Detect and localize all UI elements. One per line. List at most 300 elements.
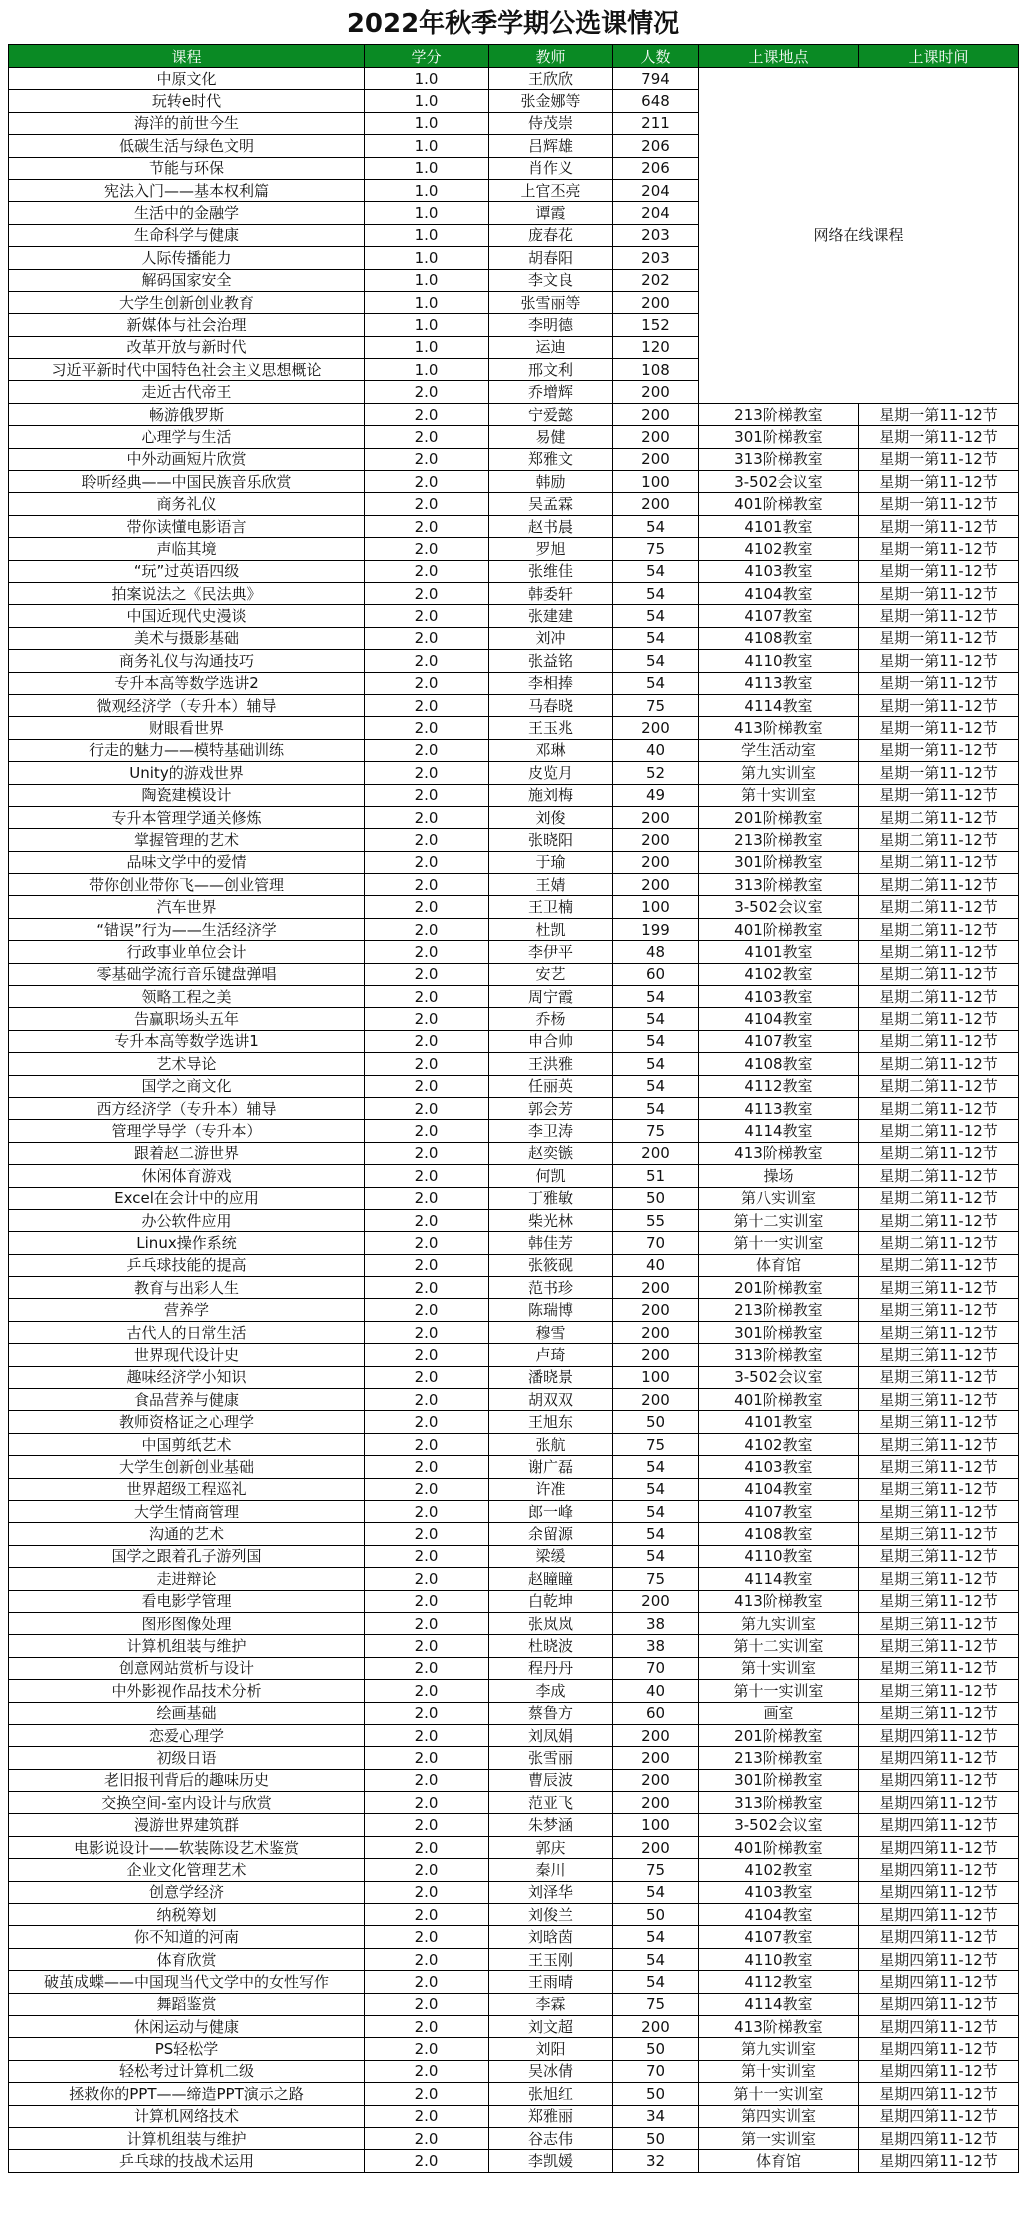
cell-time: 星期一第11-12节 [859, 784, 1019, 806]
cell-course-name: 美术与摄影基础 [9, 627, 365, 649]
table-row [9, 403, 1019, 425]
cell-teacher: 王旭东 [489, 1411, 613, 1433]
cell-credit: 2.0 [365, 471, 489, 493]
cell-time: 星期一第11-12节 [859, 739, 1019, 761]
cell-credit: 2.0 [365, 1254, 489, 1276]
course-table [8, 44, 1019, 2173]
cell-enrollment: 50 [613, 1411, 699, 1433]
cell-location: 4107教室 [699, 605, 859, 627]
cell-course-name: 漫游世界建筑群 [9, 1814, 365, 1836]
cell-time: 星期一第11-12节 [859, 538, 1019, 560]
table-row [9, 1030, 1019, 1052]
table-row [9, 1501, 1019, 1523]
cell-location: 413阶梯教室 [699, 2015, 859, 2037]
cell-location: 4114教室 [699, 1568, 859, 1590]
cell-enrollment: 75 [613, 538, 699, 560]
cell-teacher: 刘凤娟 [489, 1724, 613, 1746]
cell-course-name: 专升本高等数学选讲2 [9, 672, 365, 694]
cell-course-name: 拍案说法之《民法典》 [9, 582, 365, 604]
table-row [9, 426, 1019, 448]
cell-location: 第十一实训室 [699, 2083, 859, 2105]
header-course: 课程 [9, 45, 365, 68]
cell-course-name: 看电影学管理 [9, 1590, 365, 1612]
cell-time: 星期四第11-12节 [859, 1859, 1019, 1881]
cell-teacher: 范亚飞 [489, 1792, 613, 1814]
cell-course-name: 生活中的金融学 [9, 202, 365, 224]
table-row [9, 762, 1019, 784]
cell-time: 星期二第11-12节 [859, 896, 1019, 918]
cell-credit: 2.0 [365, 672, 489, 694]
cell-location: 第九实训室 [699, 762, 859, 784]
cell-location: 313阶梯教室 [699, 448, 859, 470]
cell-course-name: 领略工程之美 [9, 986, 365, 1008]
cell-credit: 2.0 [365, 1344, 489, 1366]
cell-course-name: 带你读懂电影语言 [9, 515, 365, 537]
table-row [9, 1366, 1019, 1388]
cell-teacher: 张益铭 [489, 650, 613, 672]
cell-enrollment: 54 [613, 1097, 699, 1119]
cell-teacher: 余留源 [489, 1523, 613, 1545]
cell-credit: 2.0 [365, 1881, 489, 1903]
cell-location: 第九实训室 [699, 2038, 859, 2060]
cell-time: 星期一第11-12节 [859, 426, 1019, 448]
cell-enrollment: 54 [613, 1545, 699, 1567]
cell-location: 4104教室 [699, 582, 859, 604]
cell-enrollment: 70 [613, 1657, 699, 1679]
cell-teacher: 刘文超 [489, 2015, 613, 2037]
cell-time: 星期一第11-12节 [859, 471, 1019, 493]
cell-enrollment: 34 [613, 2105, 699, 2127]
cell-teacher: 王玉兆 [489, 717, 613, 739]
cell-course-name: 沟通的艺术 [9, 1523, 365, 1545]
cell-enrollment: 32 [613, 2150, 699, 2172]
cell-credit: 2.0 [365, 2038, 489, 2060]
cell-course-name: 世界现代设计史 [9, 1344, 365, 1366]
cell-time: 星期三第11-12节 [859, 1501, 1019, 1523]
cell-enrollment: 54 [613, 1971, 699, 1993]
cell-teacher: 张岚岚 [489, 1612, 613, 1634]
cell-time: 星期四第11-12节 [859, 1948, 1019, 1970]
cell-location: 301阶梯教室 [699, 851, 859, 873]
cell-enrollment: 200 [613, 1142, 699, 1164]
table-row [9, 471, 1019, 493]
cell-time: 星期三第11-12节 [859, 1612, 1019, 1634]
table-row [9, 694, 1019, 716]
cell-time: 星期三第11-12节 [859, 1568, 1019, 1590]
cell-credit: 2.0 [365, 1187, 489, 1209]
cell-credit: 2.0 [365, 1120, 489, 1142]
cell-time: 星期二第11-12节 [859, 874, 1019, 896]
cell-enrollment: 50 [613, 2127, 699, 2149]
cell-time: 星期一第11-12节 [859, 717, 1019, 739]
cell-location: 201阶梯教室 [699, 1724, 859, 1746]
cell-enrollment: 54 [613, 1881, 699, 1903]
cell-teacher: 卢琦 [489, 1344, 613, 1366]
cell-credit: 2.0 [365, 1702, 489, 1724]
cell-enrollment: 200 [613, 1389, 699, 1411]
cell-course-name: 国学之商文化 [9, 1075, 365, 1097]
cell-location: 301阶梯教室 [699, 426, 859, 448]
cell-time: 星期四第11-12节 [859, 2015, 1019, 2037]
cell-time: 星期二第11-12节 [859, 1053, 1019, 1075]
cell-course-name: 陶瓷建模设计 [9, 784, 365, 806]
cell-credit: 2.0 [365, 1232, 489, 1254]
cell-enrollment: 54 [613, 1053, 699, 1075]
cell-location: 4108教室 [699, 1523, 859, 1545]
table-row [9, 1881, 1019, 1903]
cell-enrollment: 54 [613, 672, 699, 694]
cell-enrollment: 200 [613, 1277, 699, 1299]
cell-enrollment: 200 [613, 1724, 699, 1746]
cell-time: 星期二第11-12节 [859, 1142, 1019, 1164]
cell-location: 313阶梯教室 [699, 874, 859, 896]
cell-course-name: 世界超级工程巡礼 [9, 1478, 365, 1500]
cell-course-name: 低碳生活与绿色文明 [9, 135, 365, 157]
cell-credit: 2.0 [365, 381, 489, 403]
header-credit: 学分 [365, 45, 489, 68]
cell-location: 4104教室 [699, 1008, 859, 1030]
cell-course-name: 初级日语 [9, 1747, 365, 1769]
cell-teacher: 刘泽华 [489, 1881, 613, 1903]
cell-location: 313阶梯教室 [699, 1792, 859, 1814]
cell-credit: 2.0 [365, 806, 489, 828]
cell-teacher: 程丹丹 [489, 1657, 613, 1679]
table-row [9, 896, 1019, 918]
cell-enrollment: 100 [613, 471, 699, 493]
cell-credit: 1.0 [365, 291, 489, 313]
cell-teacher: 张金娜等 [489, 90, 613, 112]
table-row [9, 1321, 1019, 1343]
cell-credit: 2.0 [365, 2127, 489, 2149]
cell-location: 401阶梯教室 [699, 918, 859, 940]
cell-location: 4110教室 [699, 1948, 859, 1970]
cell-time: 星期二第11-12节 [859, 986, 1019, 1008]
table-row [9, 2015, 1019, 2037]
cell-teacher: 秦川 [489, 1859, 613, 1881]
cell-enrollment: 100 [613, 896, 699, 918]
cell-course-name: 乒乓球的技战术运用 [9, 2150, 365, 2172]
table-row [9, 650, 1019, 672]
cell-credit: 2.0 [365, 493, 489, 515]
table-row [9, 874, 1019, 896]
cell-course-name: Linux操作系统 [9, 1232, 365, 1254]
cell-enrollment: 54 [613, 582, 699, 604]
cell-course-name: 教师资格证之心理学 [9, 1411, 365, 1433]
online-course-cell: 网络在线课程 [699, 68, 1019, 404]
cell-enrollment: 200 [613, 717, 699, 739]
cell-teacher: 赵书晨 [489, 515, 613, 537]
table-row [9, 672, 1019, 694]
cell-enrollment: 54 [613, 1523, 699, 1545]
cell-location: 4101教室 [699, 1411, 859, 1433]
cell-location: 4114教室 [699, 1120, 859, 1142]
cell-course-name: 企业文化管理艺术 [9, 1859, 365, 1881]
cell-teacher: 李文良 [489, 269, 613, 291]
table-header [9, 45, 1019, 68]
table-row [9, 1209, 1019, 1231]
cell-enrollment: 152 [613, 314, 699, 336]
cell-credit: 2.0 [365, 1568, 489, 1590]
cell-enrollment: 200 [613, 806, 699, 828]
cell-credit: 2.0 [365, 605, 489, 627]
cell-course-name: 国学之跟着孔子游列国 [9, 1545, 365, 1567]
cell-enrollment: 203 [613, 247, 699, 269]
cell-course-name: 宪法入门——基本权利篇 [9, 179, 365, 201]
cell-credit: 2.0 [365, 650, 489, 672]
cell-teacher: 罗旭 [489, 538, 613, 560]
cell-time: 星期二第11-12节 [859, 1075, 1019, 1097]
cell-teacher: 运迪 [489, 336, 613, 358]
cell-course-name: 创意学经济 [9, 1881, 365, 1903]
cell-credit: 2.0 [365, 1299, 489, 1321]
cell-credit: 2.0 [365, 1724, 489, 1746]
cell-credit: 2.0 [365, 1411, 489, 1433]
cell-teacher: 张筱砚 [489, 1254, 613, 1276]
cell-enrollment: 794 [613, 68, 699, 90]
cell-enrollment: 75 [613, 1568, 699, 1590]
cell-time: 星期一第11-12节 [859, 515, 1019, 537]
cell-enrollment: 200 [613, 448, 699, 470]
table-row [9, 1008, 1019, 1030]
cell-location: 第八实训室 [699, 1187, 859, 1209]
cell-time: 星期二第11-12节 [859, 1120, 1019, 1142]
cell-course-name: 商务礼仪与沟通技巧 [9, 650, 365, 672]
cell-time: 星期四第11-12节 [859, 1904, 1019, 1926]
table-row [9, 1545, 1019, 1567]
cell-time: 星期四第11-12节 [859, 1814, 1019, 1836]
cell-course-name: 新媒体与社会治理 [9, 314, 365, 336]
table-row [9, 1836, 1019, 1858]
cell-credit: 2.0 [365, 851, 489, 873]
cell-credit: 2.0 [365, 2105, 489, 2127]
cell-location: 操场 [699, 1165, 859, 1187]
table-row [9, 1523, 1019, 1545]
cell-time: 星期二第11-12节 [859, 1165, 1019, 1187]
cell-enrollment: 200 [613, 493, 699, 515]
cell-enrollment: 54 [613, 627, 699, 649]
cell-teacher: 穆雪 [489, 1321, 613, 1343]
table-row [9, 1971, 1019, 1993]
cell-enrollment: 38 [613, 1635, 699, 1657]
cell-teacher: 胡春阳 [489, 247, 613, 269]
table-row [9, 1926, 1019, 1948]
cell-time: 星期四第11-12节 [859, 1747, 1019, 1769]
table-row [9, 2127, 1019, 2149]
cell-teacher: 谭霞 [489, 202, 613, 224]
cell-course-name: 走近古代帝王 [9, 381, 365, 403]
cell-credit: 1.0 [365, 68, 489, 90]
cell-time: 星期一第11-12节 [859, 650, 1019, 672]
cell-teacher: 侍茂崇 [489, 112, 613, 134]
cell-enrollment: 202 [613, 269, 699, 291]
cell-location: 213阶梯教室 [699, 1299, 859, 1321]
table-row [9, 605, 1019, 627]
cell-course-name: “错误”行为——生活经济学 [9, 918, 365, 940]
cell-time: 星期三第11-12节 [859, 1478, 1019, 1500]
cell-location: 第十实训室 [699, 2060, 859, 2082]
cell-enrollment: 75 [613, 1993, 699, 2015]
cell-credit: 2.0 [365, 1008, 489, 1030]
cell-teacher: 陈瑞博 [489, 1299, 613, 1321]
cell-course-name: 零基础学流行音乐键盘弹唱 [9, 963, 365, 985]
cell-credit: 2.0 [365, 1657, 489, 1679]
cell-time: 星期三第11-12节 [859, 1299, 1019, 1321]
table-row [9, 963, 1019, 985]
cell-course-name: 声临其境 [9, 538, 365, 560]
cell-course-name: “玩”过英语四级 [9, 560, 365, 582]
cell-time: 星期二第11-12节 [859, 1254, 1019, 1276]
cell-enrollment: 200 [613, 1299, 699, 1321]
cell-credit: 1.0 [365, 336, 489, 358]
cell-course-name: 走进辩论 [9, 1568, 365, 1590]
cell-course-name: 你不知道的河南 [9, 1926, 365, 1948]
cell-credit: 2.0 [365, 1590, 489, 1612]
cell-time: 星期四第11-12节 [859, 2127, 1019, 2149]
cell-teacher: 庞春花 [489, 224, 613, 246]
cell-location: 4113教室 [699, 1097, 859, 1119]
cell-credit: 2.0 [365, 1030, 489, 1052]
table-row [9, 1053, 1019, 1075]
table-row [9, 2105, 1019, 2127]
table-row [9, 1680, 1019, 1702]
cell-time: 星期三第11-12节 [859, 1344, 1019, 1366]
cell-teacher: 许准 [489, 1478, 613, 1500]
cell-course-name: 中外影视作品技术分析 [9, 1680, 365, 1702]
cell-credit: 2.0 [365, 1366, 489, 1388]
cell-credit: 2.0 [365, 1456, 489, 1478]
cell-time: 星期四第11-12节 [859, 2105, 1019, 2127]
cell-location: 体育馆 [699, 1254, 859, 1276]
table-row [9, 1635, 1019, 1657]
table-row [9, 829, 1019, 851]
cell-course-name: 休闲运动与健康 [9, 2015, 365, 2037]
cell-enrollment: 200 [613, 829, 699, 851]
cell-time: 星期三第11-12节 [859, 1411, 1019, 1433]
cell-location: 4102教室 [699, 538, 859, 560]
cell-course-name: 解码国家安全 [9, 269, 365, 291]
cell-time: 星期三第11-12节 [859, 1523, 1019, 1545]
cell-teacher: 安艺 [489, 963, 613, 985]
table-row [9, 1456, 1019, 1478]
cell-time: 星期二第11-12节 [859, 851, 1019, 873]
cell-teacher: 王婧 [489, 874, 613, 896]
cell-teacher: 吴冰倩 [489, 2060, 613, 2082]
cell-time: 星期二第11-12节 [859, 1209, 1019, 1231]
cell-course-name: 纳税筹划 [9, 1904, 365, 1926]
table-row [9, 1344, 1019, 1366]
cell-enrollment: 51 [613, 1165, 699, 1187]
cell-credit: 2.0 [365, 1165, 489, 1187]
table-body [9, 68, 1019, 2173]
cell-location: 3-502会议室 [699, 1366, 859, 1388]
table-row [9, 2150, 1019, 2172]
cell-credit: 2.0 [365, 1635, 489, 1657]
cell-location: 201阶梯教室 [699, 806, 859, 828]
cell-time: 星期二第11-12节 [859, 1097, 1019, 1119]
cell-course-name: 舞蹈鉴赏 [9, 1993, 365, 2015]
table-row [9, 560, 1019, 582]
header-count: 人数 [613, 45, 699, 68]
cell-course-name: 财眼看世界 [9, 717, 365, 739]
cell-location: 213阶梯教室 [699, 403, 859, 425]
cell-course-name: 行走的魅力——模特基础训练 [9, 739, 365, 761]
cell-enrollment: 54 [613, 515, 699, 537]
cell-location: 4110教室 [699, 1545, 859, 1567]
cell-course-name: 汽车世界 [9, 896, 365, 918]
cell-enrollment: 54 [613, 1501, 699, 1523]
cell-enrollment: 48 [613, 941, 699, 963]
cell-location: 401阶梯教室 [699, 1389, 859, 1411]
cell-enrollment: 50 [613, 1904, 699, 1926]
cell-location: 401阶梯教室 [699, 493, 859, 515]
cell-course-name: 中原文化 [9, 68, 365, 90]
cell-location: 4113教室 [699, 672, 859, 694]
cell-location: 4114教室 [699, 1993, 859, 2015]
cell-credit: 2.0 [365, 986, 489, 1008]
cell-course-name: 绘画基础 [9, 1702, 365, 1724]
cell-course-name: 品味文学中的爱情 [9, 851, 365, 873]
cell-course-name: 行政事业单位会计 [9, 941, 365, 963]
cell-enrollment: 200 [613, 2015, 699, 2037]
cell-time: 星期一第11-12节 [859, 560, 1019, 582]
cell-teacher: 韩励 [489, 471, 613, 493]
cell-credit: 1.0 [365, 90, 489, 112]
header-time: 上课时间 [859, 45, 1019, 68]
cell-enrollment: 203 [613, 224, 699, 246]
cell-course-name: 大学生创新创业教育 [9, 291, 365, 313]
cell-time: 星期四第11-12节 [859, 1724, 1019, 1746]
cell-credit: 2.0 [365, 2015, 489, 2037]
cell-enrollment: 199 [613, 918, 699, 940]
cell-teacher: 谷志伟 [489, 2127, 613, 2149]
table-row [9, 717, 1019, 739]
cell-credit: 2.0 [365, 1478, 489, 1500]
table-row [9, 515, 1019, 537]
cell-location: 4108教室 [699, 1053, 859, 1075]
cell-location: 413阶梯教室 [699, 1590, 859, 1612]
table-row [9, 1277, 1019, 1299]
cell-credit: 2.0 [365, 1209, 489, 1231]
table-row [9, 1389, 1019, 1411]
cell-teacher: 张雪丽 [489, 1747, 613, 1769]
cell-time: 星期三第11-12节 [859, 1657, 1019, 1679]
table-row [9, 1904, 1019, 1926]
cell-teacher: 李伊平 [489, 941, 613, 963]
cell-enrollment: 54 [613, 1948, 699, 1970]
table-row [9, 1299, 1019, 1321]
cell-teacher: 李霖 [489, 1993, 613, 2015]
table-row [9, 941, 1019, 963]
header-row [9, 45, 1019, 68]
cell-course-name: 畅游俄罗斯 [9, 403, 365, 425]
cell-location: 4102教室 [699, 1433, 859, 1455]
header-teacher: 教师 [489, 45, 613, 68]
cell-location: 4102教室 [699, 963, 859, 985]
cell-course-name: 老旧报刊背后的趣味历史 [9, 1769, 365, 1791]
cell-course-name: 玩转e时代 [9, 90, 365, 112]
cell-enrollment: 200 [613, 403, 699, 425]
cell-teacher: 梁缓 [489, 1545, 613, 1567]
cell-credit: 2.0 [365, 426, 489, 448]
cell-location: 4107教室 [699, 1926, 859, 1948]
cell-teacher: 王洪雅 [489, 1053, 613, 1075]
cell-course-name: Excel在会计中的应用 [9, 1187, 365, 1209]
cell-enrollment: 108 [613, 359, 699, 381]
cell-course-name: 专升本管理学通关修炼 [9, 806, 365, 828]
cell-course-name: 乒乓球技能的提高 [9, 1254, 365, 1276]
cell-enrollment: 200 [613, 1836, 699, 1858]
cell-credit: 1.0 [365, 202, 489, 224]
